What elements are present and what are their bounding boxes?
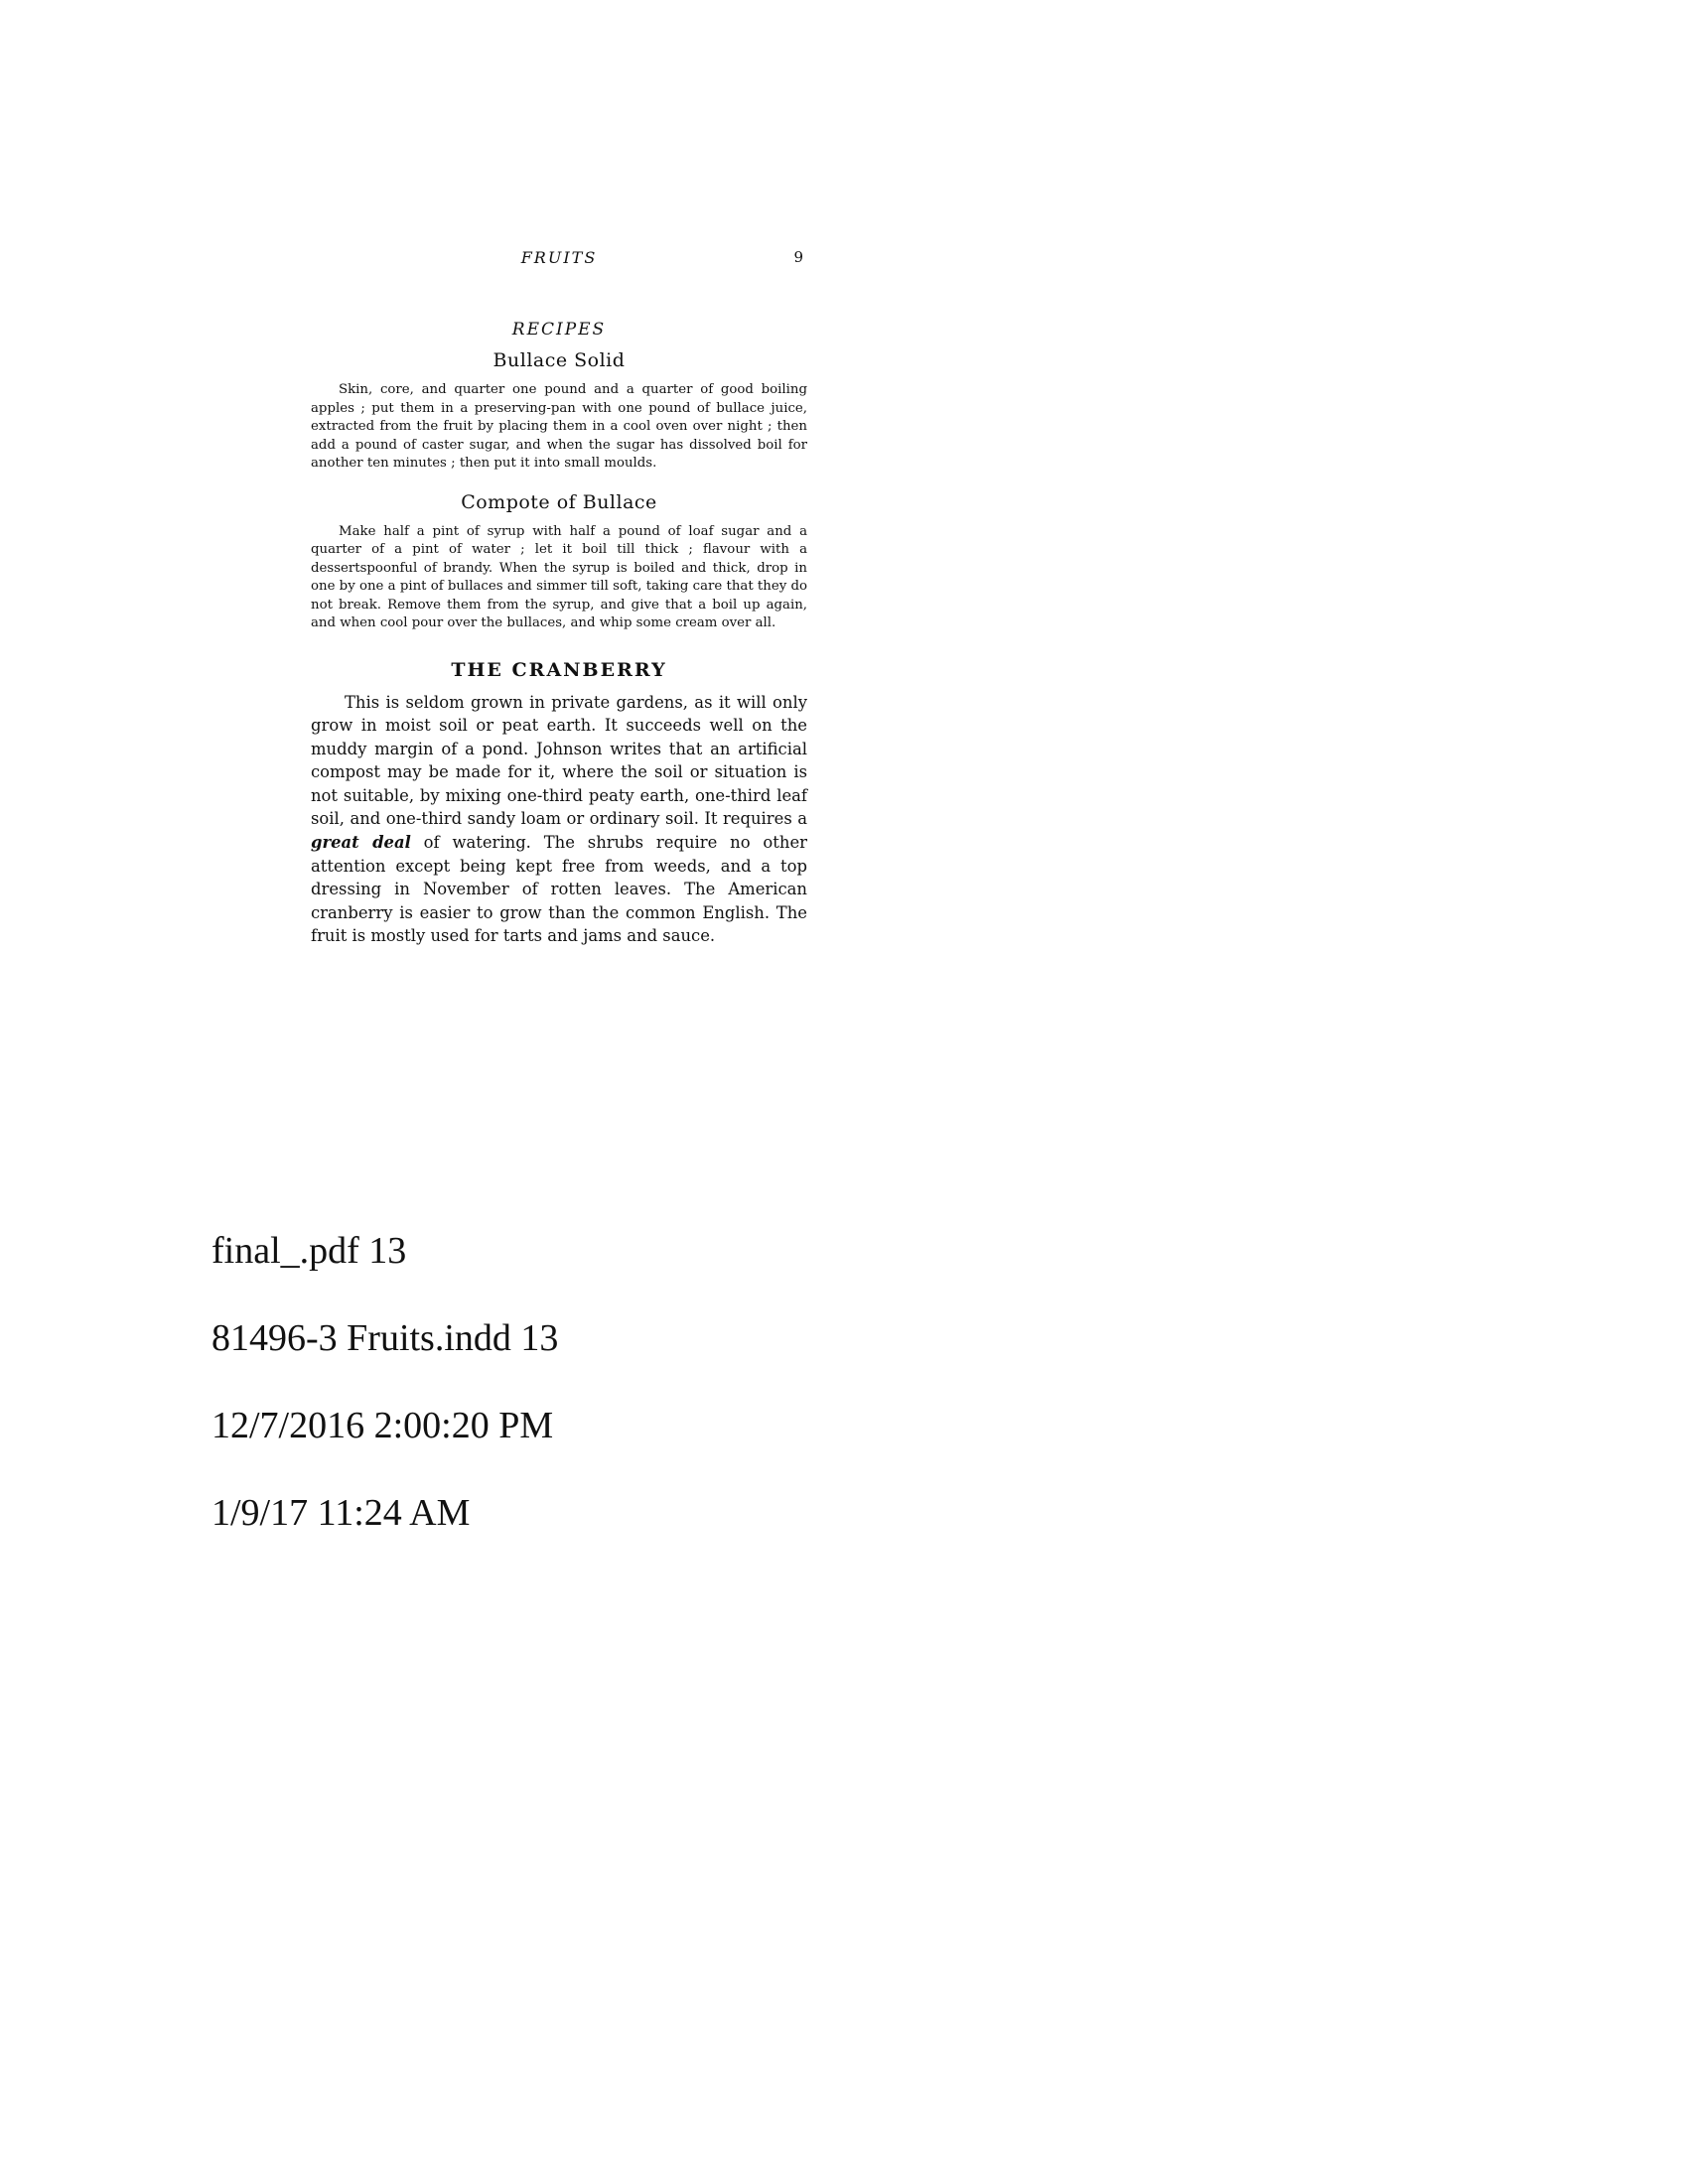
recipe-title-bullace-solid: Bullace Solid xyxy=(492,349,626,371)
recipe-body-compote-of-bullace: Make half a pint of syrup with half a pound of loaf sugar and a quarter of a pint of water ; let it boil till thick ; flavour with a dessertspoonful of brandy. When the syrup is boiled and thick, drop in one by one a pint of bullaces and simmer till soft, taking care that they do not break. Remove them from the syrup, and give that a boil up again, and when cool pour over the bullaces, and whip some cream over all. xyxy=(311,523,807,630)
recipe-body-bullace-solid: Skin, core, and quarter one pound and a quarter of good boiling apples ; put them in a preserving-pan with one pound of bullace juice, extracted from the fruit by placing them in a cool oven over night ; then add a pound of caster sugar, and when the sugar has dissolved boil for another ten minutes ; then put it into small moulds. xyxy=(311,382,807,471)
recipes-section-title: RECIPES xyxy=(511,320,607,340)
article-body-after: of watering. The shrubs require no other attention except being kept free from weeds, and a top dressing in November of rotten leaves. The American cranberry is easier to grow than the common English. The fruit is mostly used for tarts and jams and sauce. xyxy=(311,833,807,946)
article-body-cranberry xyxy=(311,691,807,949)
page-number: 9 xyxy=(793,248,803,266)
print-metadata xyxy=(211,1229,558,1578)
article-body-before: This is seldom grown in private gardens, as it will only grow in moist soil or peat earth. It succeeds well on the muddy margin of a pond. Johnson writes that an artificial compost may be made for it, where the soil or situation is not suitable, by mixing one-third peaty earth, one-third leaf soil, and one-third sandy loam or ordinary soil. It requires a xyxy=(311,692,807,829)
running-title: FRUITS xyxy=(520,248,598,267)
article-body-emphasis: great deal xyxy=(311,833,411,853)
printed-timestamp: 1/9/17 11:24 AM xyxy=(211,1492,471,1534)
running-head xyxy=(311,248,807,270)
book-page xyxy=(311,248,807,948)
indd-label: 81496-3 Fruits.indd 13 xyxy=(211,1317,559,1359)
article-title-cranberry: THE CRANBERRY xyxy=(451,658,667,681)
recipe-title-compote-of-bullace: Compote of Bullace xyxy=(461,490,657,513)
file-label: final_.pdf 13 xyxy=(211,1230,407,1272)
created-timestamp: 12/7/2016 2:00:20 PM xyxy=(211,1405,554,1446)
